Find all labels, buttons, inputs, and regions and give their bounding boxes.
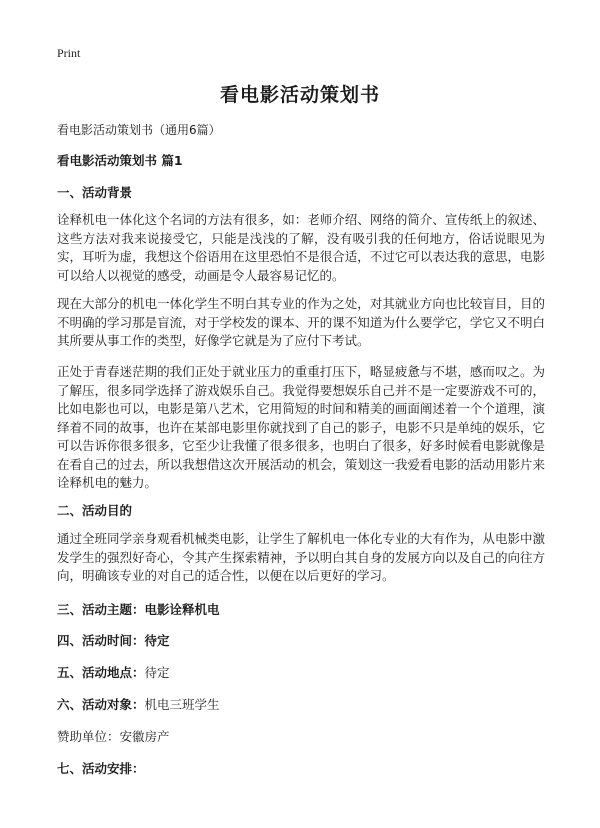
activity-time-value: 待定	[144, 633, 170, 648]
purpose-paragraph: 通过全班同学亲身观看机械类电影，让学生了解机电一体化专业的大有作为，从电影中激发学生的强烈好奇心，令其产生探索精神，予以明白其自身的发展方向以及自己的向往方向，明确该专业的对自己的适合性，以便在以后更好的学习。	[57, 531, 545, 583]
activity-theme-value: 电影诠释机电	[144, 602, 220, 617]
activity-audience-value: 机电三班学生	[144, 697, 220, 712]
background-paragraph-1: 诠释机电一体化这个名词的方法有很多，如：老师介绍、网络的简介、宣传纸上的叙述、这些方法对我来说接受它，只能是浅浅的了解，没有吸引我的任何地方，俗话说眼见为实，耳听为虚，我想这个俗语用在这里恐怕不是很合适，不过它可以表达我的意思，电影可以给人以视觉的感受，动画是令人最容易记忆的。	[57, 212, 545, 283]
document-subtitle: 看电影活动策划书（通用6篇）	[57, 123, 221, 137]
activity-time-label: 四、活动时间：	[57, 633, 145, 648]
sponsor	[57, 727, 170, 745]
print-link[interactable]: Print	[57, 46, 81, 60]
section-heading-background: 一、活动背景	[57, 185, 133, 200]
sponsor-value: 安徽房产	[119, 729, 170, 744]
activity-audience	[57, 695, 220, 713]
activity-location-value: 待定	[144, 665, 170, 680]
section-heading-purpose: 二、活动目的	[57, 503, 133, 518]
sponsor-label: 赞助单位：	[57, 729, 120, 744]
background-paragraph-3: 正处于青春迷茫期的我们正处于就业压力的重重打压下，略显疲惫与不堪，感而叹之。为了解压，很多同学选择了游戏娱乐自己。我觉得要想娱乐自己并不是一定要游戏不可的，比如电影也可以，电影是第八艺术，它用简短的时间和精美的画面阐述着一个个道理，演绎着不同的故事，也许在某部电影里你就找到了自己的影子，电影不只是单纯的娱乐，它可以告诉你很多很多，它至少让我懂了很多很多，也明白了很多，好多时候看电影就像是在看自己的过去，所以我想借这次开展活动的机会，策划这一我爱看电影的活动用影片来诠释机电的魅力。	[57, 364, 545, 490]
activity-location-label: 五、活动地点：	[57, 665, 145, 680]
activity-theme-label: 三、活动主题：	[57, 602, 145, 617]
page-title: 看电影活动策划书	[219, 84, 380, 106]
activity-schedule	[57, 759, 145, 777]
activity-audience-label: 六、活动对象：	[57, 697, 145, 712]
background-paragraph-2: 现在大部分的机电一体化学生不明白其专业的作为之处，对其就业方向也比较盲目，目的不明确的学习那是盲流，对于学校发的课本、开的课不知道为什么要学它，学它又不明白其所要从事工作的类型，好像学它就是为了应付下考试。	[57, 296, 545, 348]
activity-location	[57, 663, 170, 681]
activity-time	[57, 631, 170, 649]
activity-theme	[57, 600, 220, 618]
activity-schedule-label: 七、活动安排：	[57, 761, 145, 776]
chapter-heading: 看电影活动策划书 篇1	[57, 153, 183, 168]
